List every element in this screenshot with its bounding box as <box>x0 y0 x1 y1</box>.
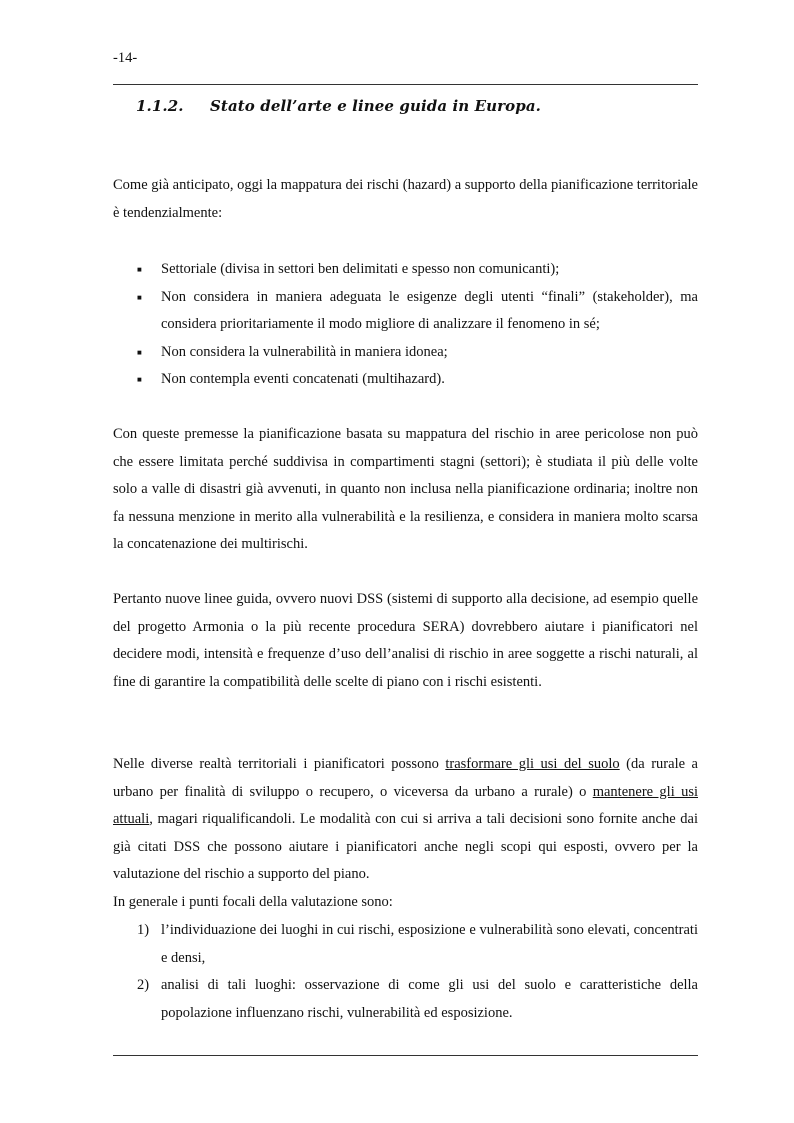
list-marker: 2) <box>137 977 150 993</box>
text-run: Nelle diverse realtà territoriali i pianificatori possono <box>113 756 446 772</box>
section-number: 1.1.2. <box>136 97 184 115</box>
header-rule <box>113 84 698 85</box>
list-item: ■ Non contempla eventi concatenati (multihazard). <box>113 366 698 394</box>
paragraph-intro: Come già anticipato, oggi la mappatura dei rischi (hazard) a supporto della pianificazione territoriale è tendenzialmente: <box>113 177 698 221</box>
underlined-term: mantenere gli usi attuali <box>113 783 698 827</box>
paragraph-focal-points: In generale i punti focali della valutazione sono: <box>113 894 393 910</box>
section-heading <box>136 97 541 115</box>
paragraph-premises: Con queste premesse la pianificazione basata su mappatura del rischio in aree pericolose non può che essere limitata perché suddivisa in compartimenti stagni (settori); è studiata il più delle volte solo a valle di disastri già avvenuti, in quanto non inclusa nella pianificazione ordinaria; inoltre non fa nessuna menzione in merito alla vulnerabilità e la resilienza, e considera in maniera molto scarsa la concatenazione dei multirischi. <box>113 426 698 552</box>
section-title: Stato dell’arte e linee guida in Europa. <box>210 97 542 115</box>
list-marker: 1) <box>137 922 150 938</box>
paragraph-land-use <box>113 751 698 889</box>
list-item-text: l’individuazione dei luoghi in cui rischi, esposizione e vulnerabilità sono elevati, concentrati e densi, <box>161 922 698 966</box>
list-item-text: analisi di tali luoghi: osservazione di come gli usi del suolo e caratteristiche della popolazione influenzano rischi, vulnerabilità ed esposizione. <box>161 977 698 1021</box>
paragraph-guidelines: Pertanto nuove linee guida, ovvero nuovi DSS (sistemi di supporto alla decisione, ad esempio quelle del progetto Armonia o la più recente procedura SERA) dovrebbero aiutare i pianificatori nel decidere modi, intensità e frequenze d’uso dell’analisi di rischio in aree soggette a rischi naturali, al fine di garantire la compatibilità delle scelte di piano con i rischi esistenti. <box>113 591 698 690</box>
footer-rule <box>113 1055 698 1056</box>
list-item: ■ Non considera la vulnerabilità in maniera idonea; <box>113 339 698 367</box>
list-item <box>113 917 698 972</box>
list-item: ■ Non considera in maniera adeguata le esigenze degli utenti “finali” (stakeholder), ma considera prioritariamente il modo migliore di analizzare il fenomeno in sé; <box>113 284 698 339</box>
underlined-term: trasformare gli usi del suolo <box>445 756 620 772</box>
text-run: (da rurale a urbano per finalità di sviluppo o recupero, o viceversa da urbano a rurale) o <box>113 756 698 800</box>
list-item <box>113 972 698 1027</box>
list-item: ■ Settoriale (divisa in settori ben delimitati e spesso non comunicanti); <box>113 256 698 284</box>
text-run: , magari riqualificandoli. Le modalità con cui si arriva a tali decisioni sono fornite anche dai già citati DSS che possono aiutare i pianificatori anche negli scopi qui esposti, ovvero per la valutazione del rischio a supporto del piano. <box>113 811 698 882</box>
page-number: -14- <box>113 50 138 66</box>
numbered-list <box>113 917 698 1027</box>
bullet-list <box>113 256 698 394</box>
